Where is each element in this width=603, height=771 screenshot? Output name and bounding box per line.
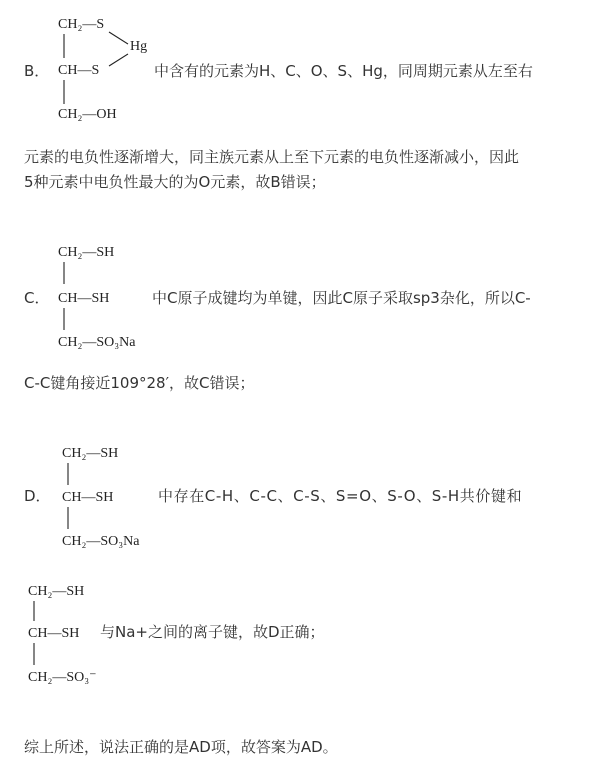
structure-b-hg: Hg xyxy=(130,39,148,54)
structure-c-top: CH₂—SH xyxy=(58,245,115,260)
structure-d-ion-top: CH₂—SH xyxy=(28,584,85,599)
option-d-text: 中存在C-H、C-C、C-S、S=O、S-O、S-H共价键和 xyxy=(158,487,523,505)
structure-b-top: CH₂—S xyxy=(58,17,105,32)
structure-d-bottom: CH₂—SO₃Na xyxy=(62,534,140,549)
structure-d-ion-middle: CH—SH xyxy=(28,626,80,641)
option-c-label: C． xyxy=(24,289,50,307)
option-c-line2: C-C键角接近109°28′，故C错误； xyxy=(24,374,255,392)
option-d-ion-text: 与Na+之间的离子键，故D正确； xyxy=(100,623,325,641)
structure-b-middle: CH—S xyxy=(58,63,100,78)
structure-d-top: CH₂—SH xyxy=(62,446,119,461)
option-b-text: 中含有的元素为H、C、O、S、Hg，同周期元素从左至右 xyxy=(154,62,533,80)
structure-b-bottom: CH₂—OH xyxy=(58,107,117,122)
option-b-line2: 元素的电负性逐渐增大，同主族元素从上至下元素的电负性逐渐减小，因此 xyxy=(24,148,520,166)
structure-d xyxy=(44,439,164,554)
structure-c-middle: CH—SH xyxy=(58,291,110,306)
structure-c xyxy=(40,238,160,353)
structure-d-ion-bottom: CH₂—SO₃⁻ xyxy=(28,670,97,685)
option-b-label: B． xyxy=(24,62,50,80)
option-d-label: D． xyxy=(24,487,51,505)
option-b-line3: 5种元素中电负性最大的为O元素，故B错误； xyxy=(24,173,326,191)
structure-d-middle: CH—SH xyxy=(62,490,114,505)
structure-b xyxy=(40,8,160,123)
structure-c-bottom: CH₂—SO₃Na xyxy=(58,335,136,350)
conclusion: 综上所述，说法正确的是AD项，故答案为AD。 xyxy=(24,738,338,756)
option-c-text: 中C原子成键均为单键，因此C原子采取sp3杂化，所以C- xyxy=(152,289,531,307)
